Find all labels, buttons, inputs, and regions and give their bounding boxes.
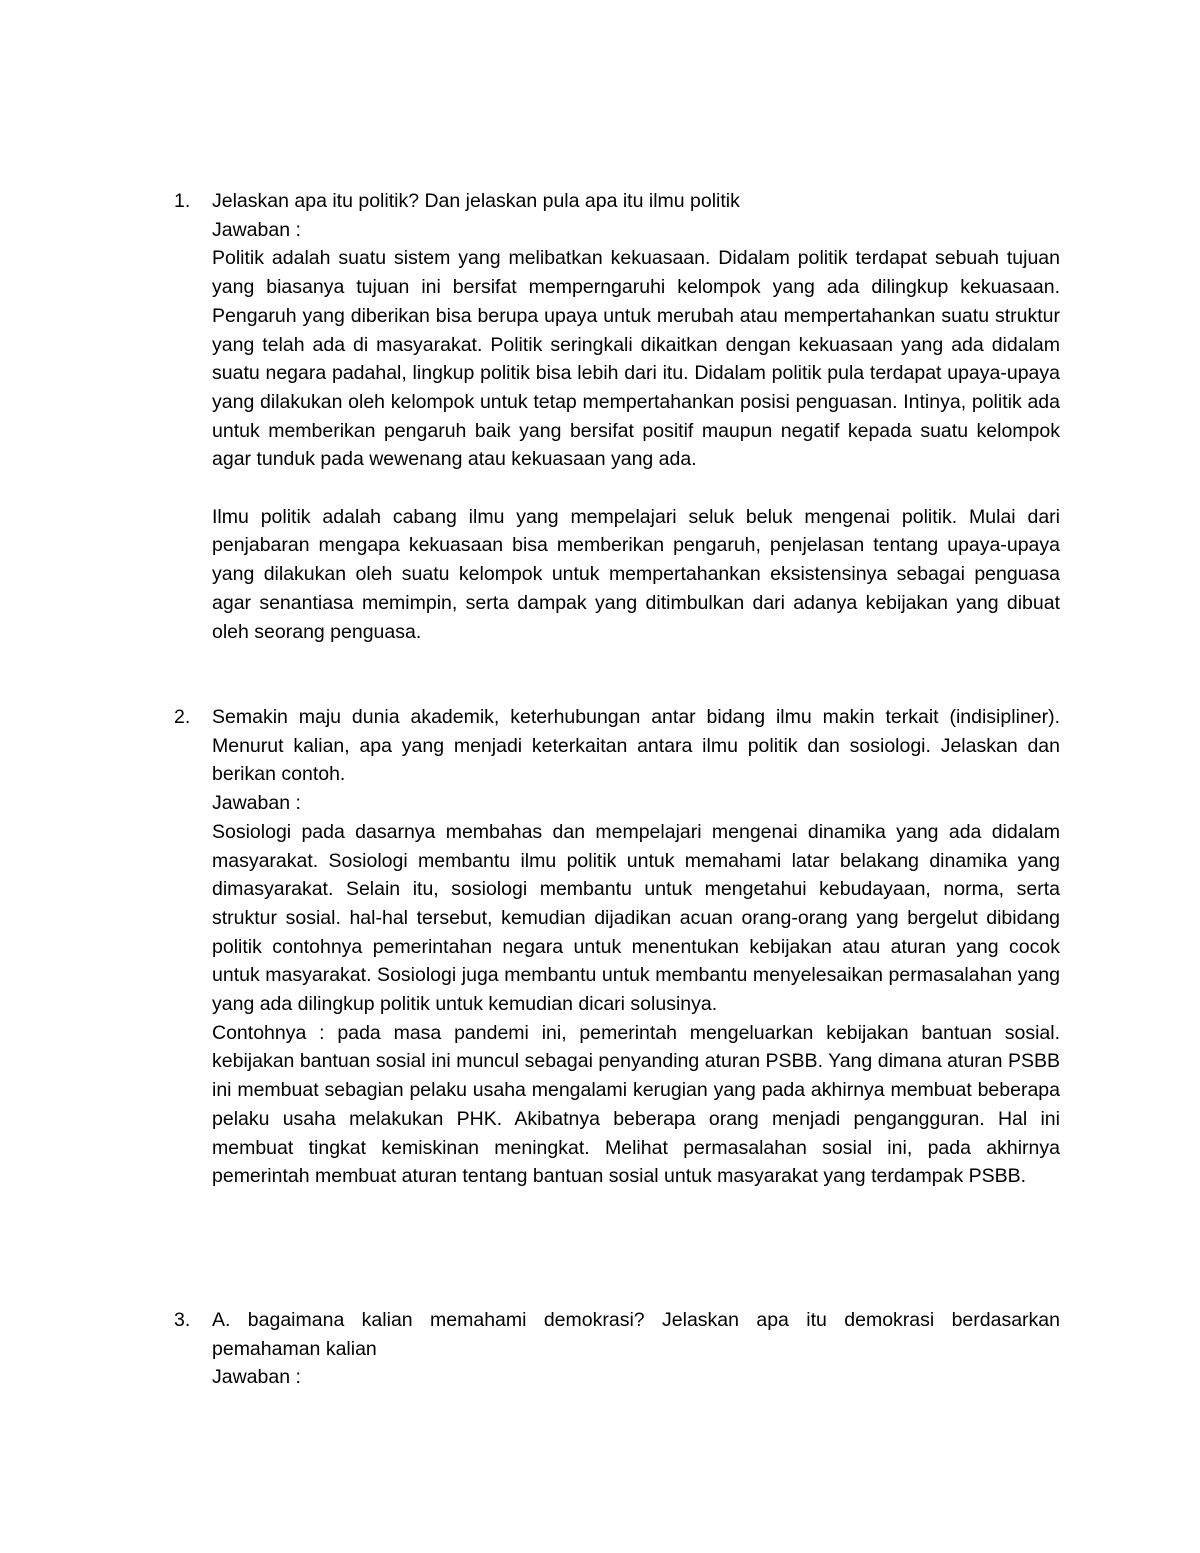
question-prompt: Semakin maju dunia akademik, keterhubungan antar bidang ilmu makin terkait (indisipliner). Menurut kalian, apa yang menjadi keterkaitan antara ilmu politik dan sosiologi. Jelaskan dan berikan contoh. [212, 706, 1060, 786]
answer-label: Jawaban : [212, 792, 301, 815]
question-3 [174, 1306, 1060, 1392]
question-prompt: Jelaskan apa itu politik? Dan jelaskan pula apa itu ilmu politik [212, 190, 740, 212]
question-content [212, 187, 1060, 646]
question-2 [174, 703, 1060, 1191]
question-content [212, 1306, 1060, 1392]
answer-label: Jawaban : [212, 1366, 301, 1389]
question-prompt: A. bagaimana kalian memahami demokrasi? Jelaskan apa itu demokrasi berdasarkan pemahaman kalian [212, 1309, 1060, 1360]
answer-paragraph: Ilmu politik adalah cabang ilmu yang mempelajari seluk beluk mengenai politik. Mulai dari penjabaran mengapa kekuasaan bisa memberikan pengaruh, penjelasan tentang upaya-upaya yang dilakukan oleh suatu kelompok untuk mempertahankan eksistensinya sebagai penguasa agar senantiasa memimpin, serta dampak yang ditimbulkan dari adanya kebijakan yang dibuat oleh seorang penguasa. [212, 505, 1060, 643]
answer-paragraph: Politik adalah suatu sistem yang melibatkan kekuasaan. Didalam politik terdapat sebuah tujuan yang biasanya tujuan ini bersifat memperngaruhi kelompok yang ada dilingkup kekuasaan. Pengaruh yang diberikan bisa berupa upaya untuk merubah atau mempertahankan suatu struktur yang telah ada di masyarakat. Politik seringkali dikaitkan dengan kekuasaan yang ada didalam suatu negara padahal, lingkup politik bisa lebih dari itu. Didalam politik pula terdapat upaya-upaya yang dilakukan oleh kelompok untuk tetap mempertahankan posisi penguasan. Intinya, politik ada untuk memberikan pengaruh baik yang bersifat positif maupun negatif kepada suatu kelompok agar tunduk pada wewenang atau kekuasaan yang ada. [212, 247, 1060, 471]
paragraph-spacer [212, 474, 1060, 503]
question-number: 1. [174, 190, 191, 212]
question-number: 3. [174, 1309, 191, 1331]
question-1 [174, 187, 1060, 646]
question-number: 2. [174, 706, 191, 728]
answer-paragraph: Sosiologi pada dasarnya membahas dan mempelajari mengenai dinamika yang ada didalam masyarakat. Sosiologi membantu ilmu politik untuk memahami latar belakang dinamika yang dimasyarakat. Selain itu, sosiologi membantu untuk mengetahui kebudayaan, norma, serta struktur sosial. hal-hal tersebut, kemudian dijadikan acuan orang-orang yang bergelut dibidang politik contohnya pemerintahan negara untuk menentukan kebijakan atau aturan yang cocok untuk masyarakat. Sosiologi juga membantu untuk membantu menyelesaikan permasalahan yang yang ada dilingkup politik untuk kemudian dicari solusinya. [212, 820, 1060, 1016]
answer-label: Jawaban : [212, 218, 301, 241]
question-content [212, 703, 1060, 1191]
example-paragraph: Contohnya : pada masa pandemi ini, pemerintah mengeluarkan kebijakan bantuan sosial. kebijakan bantuan sosial ini muncul sebagai penyanding aturan PSBB. Yang dimana aturan PSBB ini membuat sebagian pelaku usaha mengalami kerugian yang pada akhirnya membuat beberapa pelaku usaha melakukan PHK. Akibatnya beberapa orang menjadi pengangguran. Hal ini membuat tingkat kemiskinan meningkat. Melihat permasalahan sosial ini, pada akhirnya pemerintah membuat aturan tentang bantuan sosial untuk masyarakat yang terdampak PSBB. [212, 1021, 1060, 1188]
